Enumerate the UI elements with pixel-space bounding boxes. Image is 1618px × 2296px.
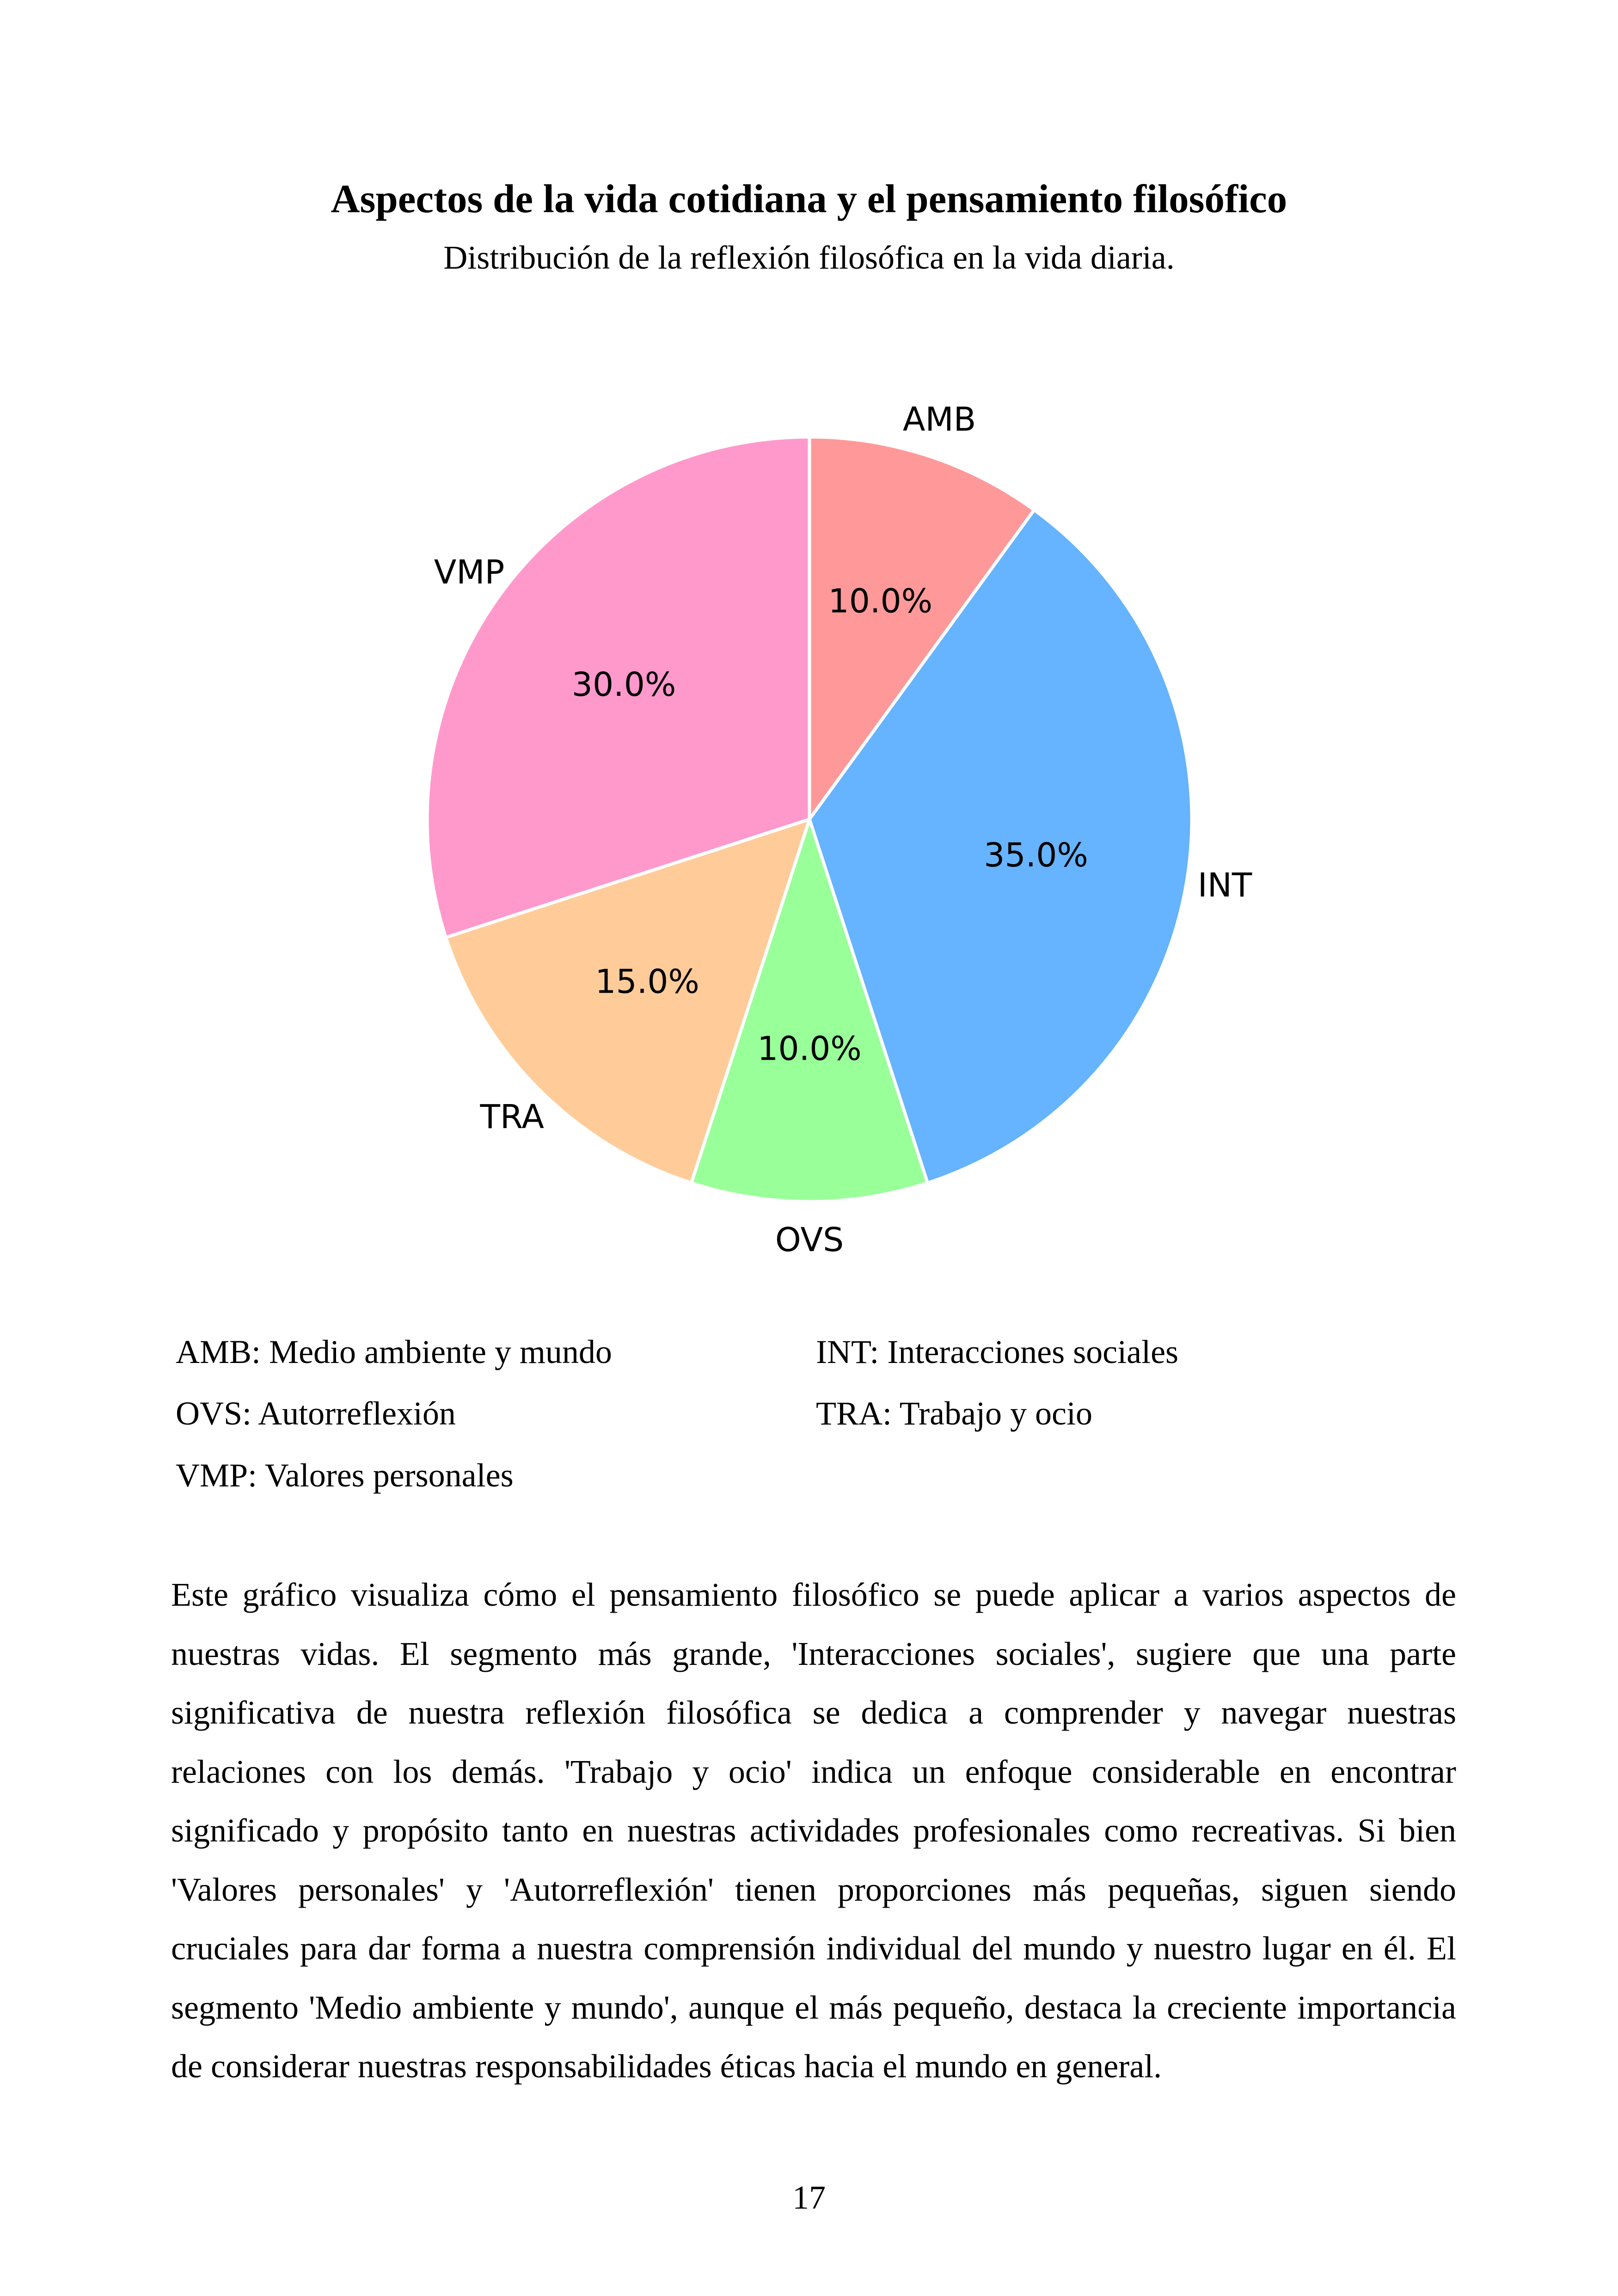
page-subtitle: Distribución de la reflexión filosófica en la vida diaria.: [443, 239, 1175, 276]
slice-category-label-vmp: VMP: [434, 553, 505, 591]
slice-value-label-int: 35.0%: [984, 836, 1088, 875]
slice-category-label-tra: TRA: [480, 1097, 544, 1136]
slice-value-label-ovs: 10.0%: [757, 1029, 862, 1068]
description-paragraph: Este gráfico visualiza cómo el pensamiento filosófico se puede aplicar a varios aspectos de nuestras vidas. El segmento más grande, 'Interacciones sociales', sugiere que una parte significativa de nuestra reflexión filosófica se dedica a comprender y navegar nuestras relaciones con los demás. 'Trabajo y ocio' indica un enfoque considerable en encontrar significado y propósito tanto en nuestras actividades profesionales como recreativas. Si bien 'Valores personales' y 'Autorreflexión' tienen proporciones más pequeñas, siguen siendo cruciales para dar forma a nuestra comprensión individual del mundo y nuestro lugar en él. El segmento 'Medio ambiente y mundo', aunque el más pequeño, destaca la creciente importancia de considerar nuestras responsabilidades éticas hacia el mundo en general.: [171, 1576, 1456, 2085]
slice-value-label-tra: 15.0%: [595, 962, 699, 1001]
slice-value-label-amb: 10.0%: [828, 582, 933, 620]
legend-item-tra: TRA: Trabajo y ocio: [816, 1395, 1093, 1432]
page-title: Aspectos de la vida cotidiana y el pensamiento filosófico: [331, 176, 1287, 221]
pie-slices: [427, 437, 1192, 1202]
legend-item-ovs: OVS: Autorreflexión: [176, 1395, 456, 1432]
slice-category-label-ovs: OVS: [775, 1221, 844, 1259]
slice-value-label-vmp: 30.0%: [571, 665, 676, 704]
legend-item-amb: AMB: Medio ambiente y mundo: [176, 1333, 612, 1370]
slice-category-label-amb: AMB: [902, 400, 976, 439]
page-number: 17: [792, 2179, 826, 2216]
legend-item-int: INT: Interacciones sociales: [816, 1333, 1179, 1370]
slice-category-label-int: INT: [1197, 866, 1252, 904]
legend-item-vmp: VMP: Valores personales: [176, 1457, 514, 1494]
